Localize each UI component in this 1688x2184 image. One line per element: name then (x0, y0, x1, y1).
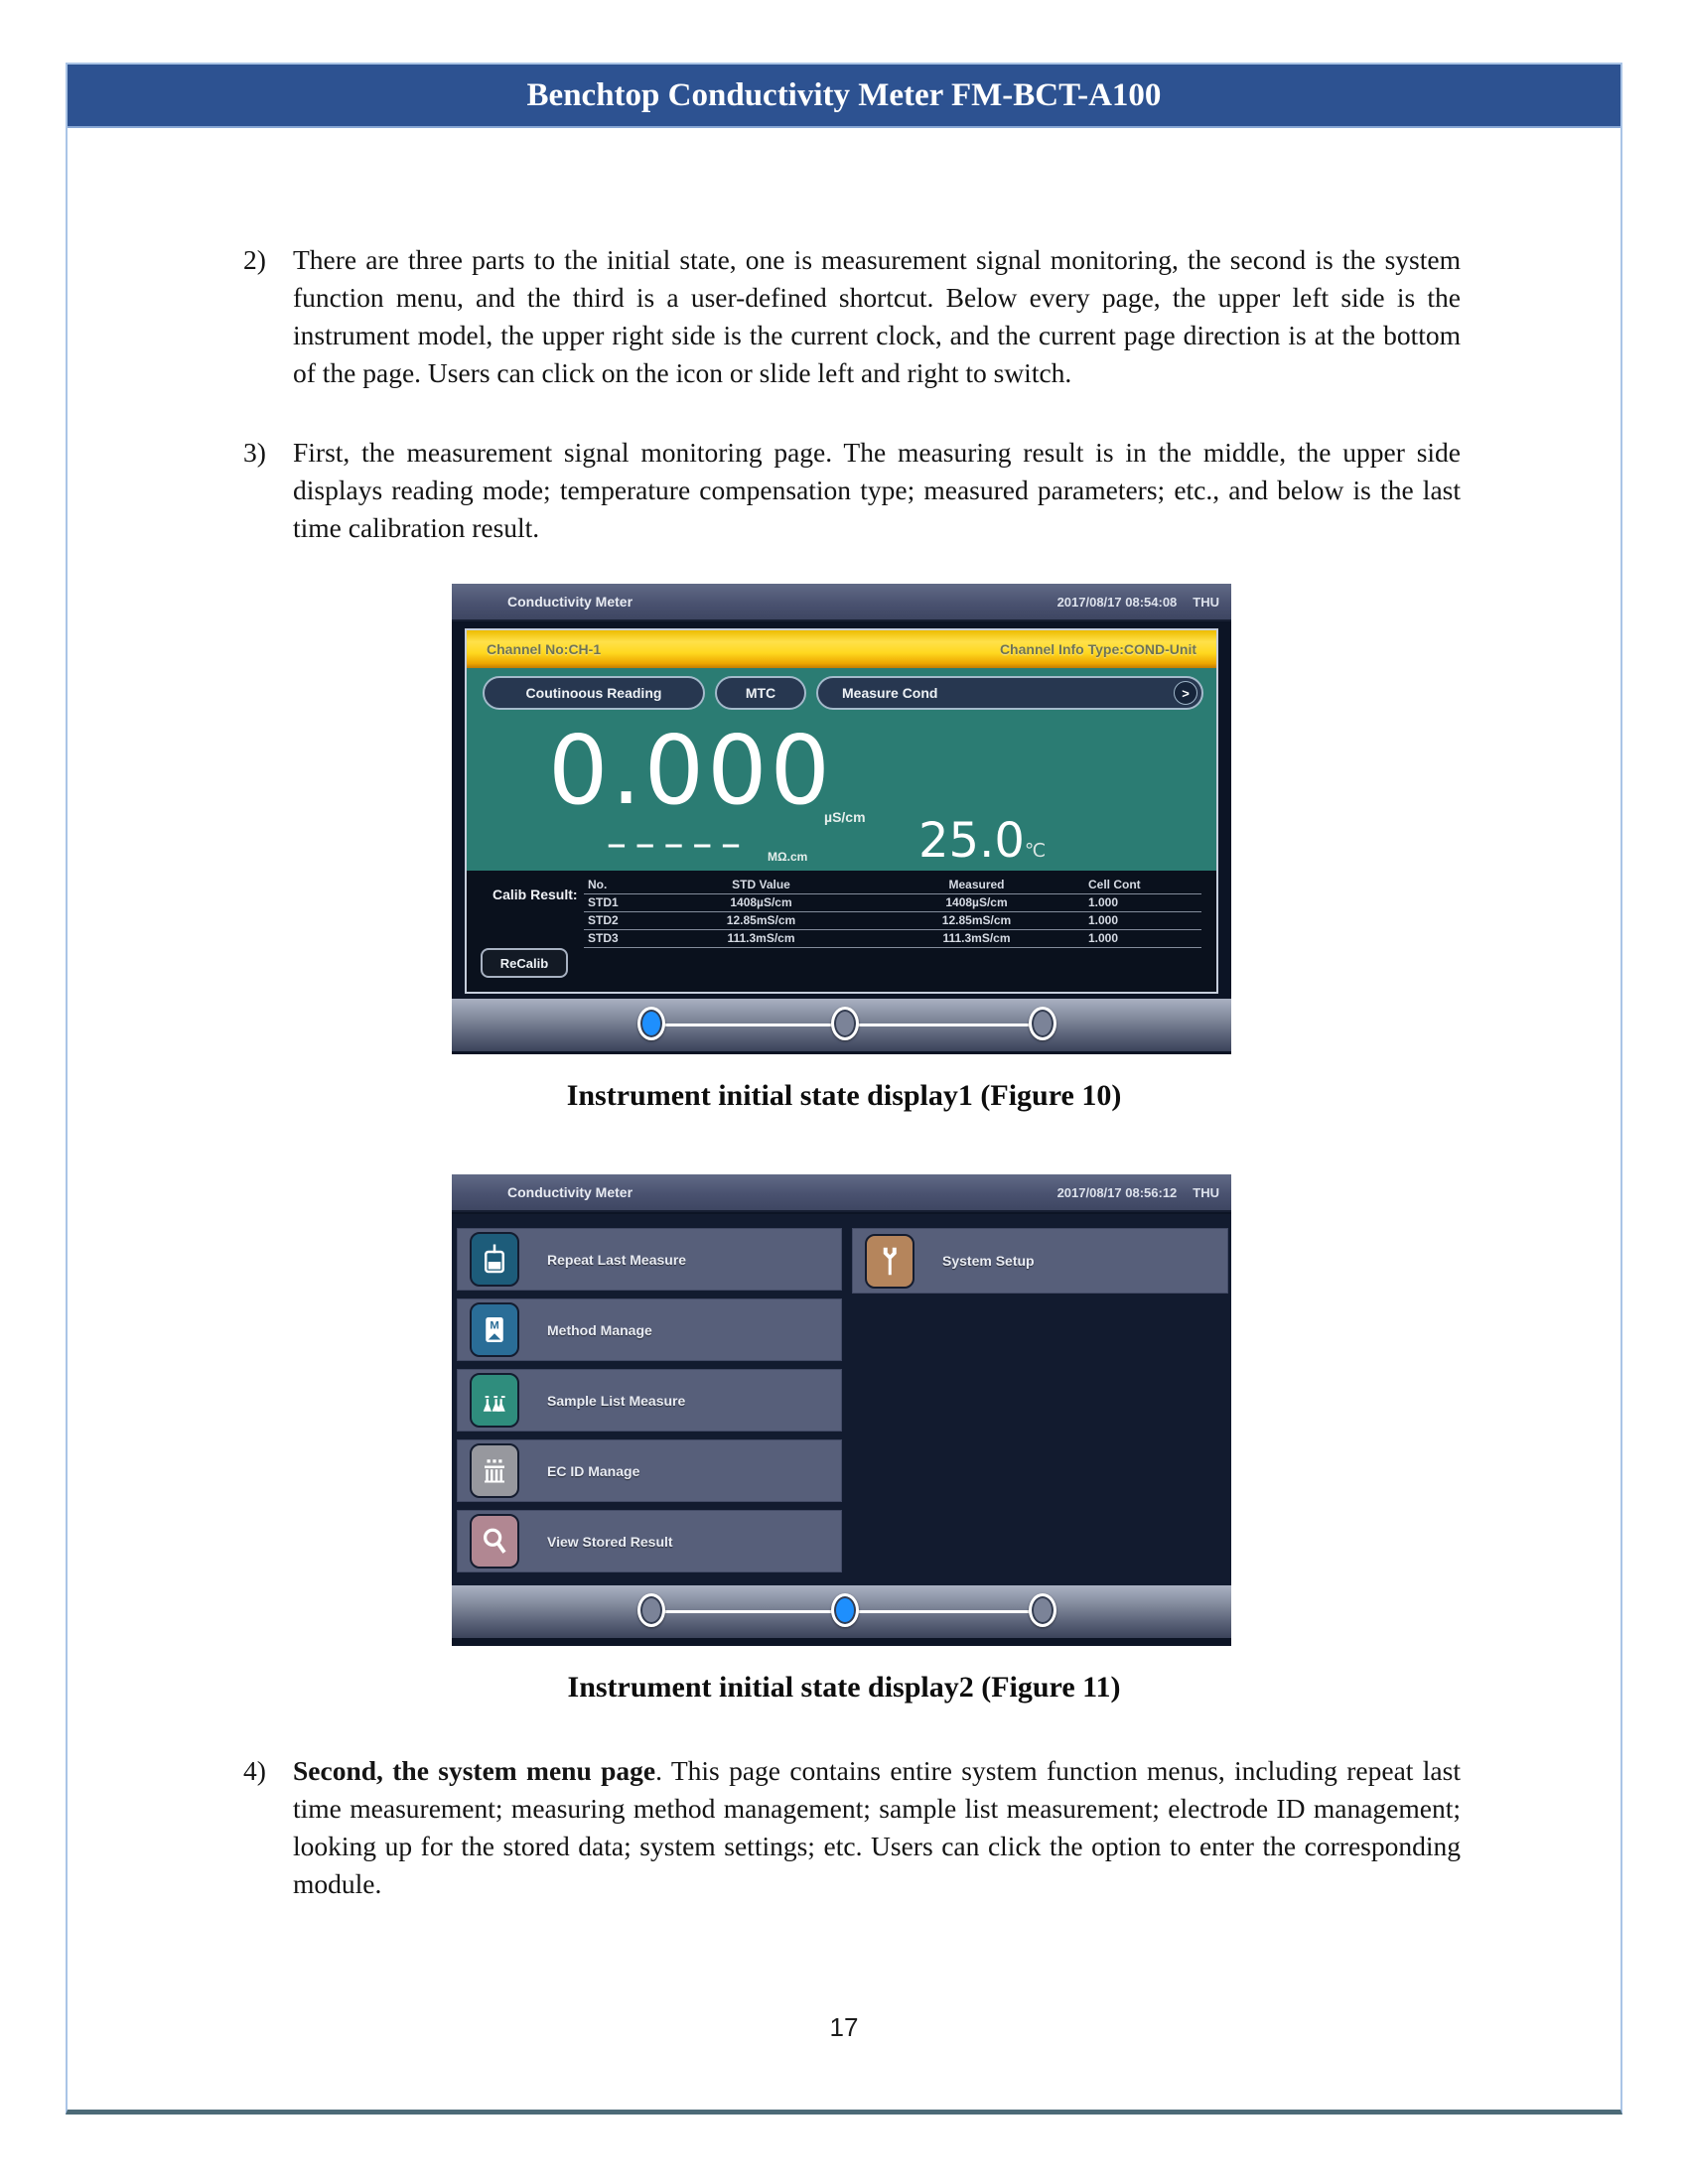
system-menu-screen (452, 1214, 1231, 1585)
instrument-model-label: Conductivity Meter (507, 1184, 633, 1200)
clock (1057, 1185, 1219, 1200)
reading-mode-button[interactable]: Coutinoous Reading (483, 676, 705, 710)
list-marker: 2) (243, 244, 266, 275)
paragraph-text: There are three parts to the initial state, one is measurement signal monitoring, the second is the system function menu, and the third is a user-defined shortcut. Below every page, the upper left side is the instrument model, the upper right side is the current clock, and the current page direction is at the bottom of the page. Users can click on the icon or slide left and right to switch. (293, 244, 1461, 388)
channel-info-bar (467, 630, 1216, 668)
sample-flasks-icon (470, 1373, 519, 1428)
col-measured: Measured (869, 877, 1084, 894)
menu-item-view-stored-result[interactable] (457, 1510, 842, 1572)
resistivity-reading: −−−−− (606, 831, 749, 861)
mode-button-row (467, 676, 1216, 710)
measurement-screen (452, 623, 1231, 999)
col-no: No. (584, 877, 653, 894)
measurement-panel (465, 628, 1218, 994)
measure-parameter-label: Measure Cond (842, 685, 938, 701)
table-row: STD3 111.3mS/cm 111.3mS/cm 1.000 (584, 930, 1201, 948)
manual-page (66, 63, 1622, 2115)
method-doc-icon (470, 1302, 519, 1357)
paragraph-rest: . This page contains entire system function menus, including repeat last time measurement; measuring method management; sample list measurement; electrode ID management; looking up for the stored data; system settings; etc. Users can click the option to enter the corresponding module. (293, 1755, 1461, 1899)
page-number: 17 (829, 2012, 859, 2042)
weekday: THU (1193, 1184, 1219, 1200)
paragraph-item-2 (243, 241, 1461, 392)
page-indicator-dot-2[interactable] (831, 1007, 859, 1040)
paragraph-item-4 (243, 1752, 1461, 1903)
menu-item-label: View Stored Result (547, 1533, 673, 1550)
page-indicator-dot-3[interactable] (1029, 1007, 1056, 1040)
wrench-icon (865, 1234, 914, 1289)
svg-text:M: M (490, 1319, 499, 1332)
paragraph-lead-bold: Second, the system menu page (293, 1755, 656, 1786)
conductivity-reading: 0.000 (548, 717, 833, 826)
channel-type: Channel Info Type:COND-Unit (999, 641, 1196, 657)
instrument-titlebar (452, 584, 1231, 621)
list-marker: 3) (243, 437, 266, 468)
page-title: Benchtop Conductivity Meter FM-BCT-A100 (526, 76, 1162, 113)
page-indicator-dot-1[interactable] (637, 1007, 665, 1040)
menu-item-sample-list-measure[interactable] (457, 1369, 842, 1432)
figure-11-caption: Instrument initial state display2 (Figure 11) (567, 1671, 1121, 1704)
paragraph-item-3 (243, 434, 1461, 547)
paragraph-text (293, 1752, 1461, 1903)
channel-number: Channel No:CH-1 (487, 641, 602, 657)
menu-item-label: Sample List Measure (547, 1392, 686, 1409)
menu-item-ec-id-manage[interactable] (457, 1439, 842, 1502)
menu-item-label: EC ID Manage (547, 1462, 640, 1479)
page-header (68, 65, 1620, 128)
calibration-result-panel (467, 871, 1216, 992)
menu-item-label: Repeat Last Measure (547, 1251, 687, 1268)
table-row: STD2 12.85mS/cm 12.85mS/cm 1.000 (584, 912, 1201, 930)
page-indicator-dot-3[interactable] (1029, 1593, 1056, 1627)
conductivity-unit: µS/cm (824, 809, 866, 825)
figure-10-caption: Instrument initial state display1 (Figure 10) (566, 1079, 1122, 1112)
menu-item-system-setup[interactable] (852, 1228, 1228, 1294)
temperature-value: 25.0 (918, 813, 1025, 869)
temperature-reading (918, 813, 1047, 869)
temp-compensation-button[interactable]: MTC (715, 676, 806, 710)
menu-item-method-manage[interactable] (457, 1298, 842, 1361)
chevron-right-icon[interactable]: > (1174, 681, 1197, 705)
page-indicator-dot-1[interactable] (637, 1593, 665, 1627)
page-indicator-dot-2[interactable] (831, 1593, 859, 1627)
weekday: THU (1193, 594, 1219, 610)
datetime: 2017/08/17 08:56:12 (1056, 1184, 1178, 1200)
calibration-table (584, 877, 1201, 948)
menu-item-label: System Setup (942, 1253, 1035, 1269)
calib-result-label: Calib Result: (492, 887, 578, 902)
beaker-icon (470, 1232, 519, 1287)
measure-parameter-button[interactable] (816, 676, 1203, 710)
list-marker: 4) (243, 1755, 266, 1786)
menu-item-repeat-last-measure[interactable] (457, 1228, 842, 1291)
clock (1057, 595, 1219, 610)
table-row: STD1 1408µS/cm 1408µS/cm 1.000 (584, 894, 1201, 912)
menu-item-label: Method Manage (547, 1321, 652, 1338)
resistivity-unit: MΩ.cm (768, 850, 808, 864)
table-header-row (584, 877, 1201, 894)
figure-10-screenshot (452, 584, 1231, 1054)
magnifier-icon (470, 1514, 519, 1569)
figure-11-screenshot (452, 1174, 1231, 1646)
electrode-icon (470, 1443, 519, 1498)
col-std-value: STD Value (653, 877, 869, 894)
col-cell-const: Cell Cont (1084, 877, 1201, 894)
instrument-titlebar (452, 1174, 1231, 1212)
instrument-model-label: Conductivity Meter (507, 594, 633, 610)
page-indicator-bar (452, 999, 1231, 1051)
paragraph-text: First, the measurement signal monitoring page. The measuring result is in the middle, the upper side displays reading mode; temperature compensation type; measured parameters; etc., and below is the last time calibration result. (293, 437, 1461, 543)
page-indicator-bar (452, 1585, 1231, 1638)
recalib-button[interactable]: ReCalib (481, 948, 568, 978)
temperature-unit: ℃ (1024, 840, 1047, 862)
datetime: 2017/08/17 08:54:08 (1056, 594, 1178, 610)
